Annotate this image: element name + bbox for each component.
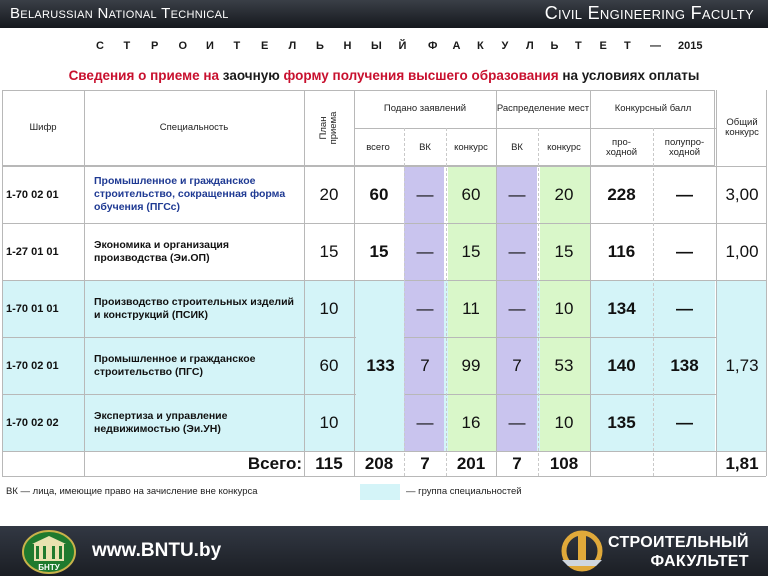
spaced-title-letter: Ы (371, 40, 382, 52)
spaced-title-letter: К (477, 40, 484, 52)
faculty-line-1: СТРОИТЕЛЬНЫЙ (608, 534, 749, 551)
row-plan: 15 (319, 241, 339, 261)
row-pass: 228 (607, 184, 636, 204)
totals-vk: 7 (420, 453, 430, 473)
row-dist-konkurs: 10 (554, 298, 574, 318)
page-subtitle (0, 68, 768, 83)
row-specialty: Промышленное и гражданское строительство (ПГС) (94, 352, 256, 378)
totals-dist-konkurs: 108 (549, 453, 579, 473)
spaced-title-letter: Т (575, 40, 582, 52)
row-specialty: Экспертиза и управление недвижимостью (Эи.УН) (94, 409, 228, 435)
row-dist-vk: 7 (512, 355, 522, 375)
row-dist-konkurs: 15 (554, 241, 574, 261)
row-pass: 134 (607, 298, 636, 318)
row-konkurs: 99 (461, 355, 481, 375)
row-dist-vk: — (508, 412, 526, 432)
row-specialty: Промышленное и гражданское строительство, сокращенная форма обучения (ПГСс) (94, 175, 286, 213)
row-code: 1-70 02 02 (6, 416, 59, 429)
subheader-vk: ВК (419, 142, 431, 153)
header-plan (304, 90, 354, 166)
row-plan: 10 (319, 412, 339, 432)
subheader-pass: про- ходной (605, 137, 638, 158)
row-specialty: Производство строительных изделий и конструкций (ПСИК) (94, 295, 294, 321)
row-total: 60 (369, 184, 389, 204)
admission-table (0, 90, 768, 476)
spaced-title-letter: О (178, 40, 188, 52)
header-code: Шифр (29, 122, 57, 133)
spaced-title-letter: Е (599, 40, 607, 52)
row-semipass: — (676, 241, 693, 261)
spaced-title-letter: Ф (428, 40, 438, 52)
row-pass: 140 (607, 355, 636, 375)
row-vk: 7 (420, 355, 430, 375)
row-code: 1-70 02 01 (6, 188, 59, 201)
spaced-title-letter: Ь (550, 40, 559, 52)
row-total: 15 (369, 241, 389, 261)
spaced-title-letter: Л (526, 40, 534, 52)
spaced-title-letter: Ь (316, 40, 324, 52)
row-plan: 10 (319, 298, 339, 318)
subtitle-part-1: Сведения о приеме на (68, 68, 223, 83)
row-overall: 1,00 (725, 241, 759, 261)
row-dist-konkurs: 53 (554, 355, 574, 375)
subheader-konkurs2: конкурс (547, 142, 581, 153)
row-dist-vk: — (508, 184, 526, 204)
row-konkurs: 16 (461, 412, 481, 432)
header-plan-text: План приема (318, 111, 339, 145)
header-score: Конкурсный балл (614, 103, 692, 114)
row-plan: 60 (319, 355, 339, 375)
totals-dist-vk: 7 (512, 453, 522, 473)
row-konkurs: 11 (462, 298, 480, 318)
spaced-title (0, 40, 768, 64)
row-semipass: 138 (670, 355, 699, 375)
faculty-line-2: ФАКУЛЬТЕТ (650, 553, 749, 570)
subtitle-part-3: форму получения высшего образования (279, 68, 563, 83)
subtitle-part-4: на условиях оплаты (562, 68, 700, 83)
header-overall: Общий конкурс (725, 117, 759, 138)
row-dist-vk: — (508, 298, 526, 318)
row-code: 1-70 02 01 (6, 359, 59, 372)
spaced-title-letter: Е (261, 40, 269, 52)
row-vk: — (416, 298, 434, 318)
totals-label: Всего: (247, 453, 302, 473)
row-semipass: — (676, 298, 693, 318)
header-specialty: Специальность (159, 122, 229, 133)
totals-plan: 115 (315, 453, 343, 473)
faculty-logo-icon (560, 530, 604, 577)
row-vk: — (416, 412, 434, 432)
totals-konkurs: 201 (456, 453, 486, 473)
row-pass: 135 (607, 412, 636, 432)
header-submitted: Подано заявлений (383, 103, 467, 114)
row-semipass: — (676, 184, 693, 204)
faculty-logo-text (608, 533, 749, 571)
title-dash: — (650, 40, 661, 52)
row-specialty: Экономика и организация производства (Эи.ОП) (94, 238, 230, 264)
row-vk: — (416, 184, 434, 204)
totals-overall: 1,81 (725, 453, 759, 473)
top-bar (0, 0, 768, 28)
university-name: Belarussian National Technical (10, 5, 229, 22)
spaced-title-letter: Т (233, 40, 241, 52)
subheader-total: всего (366, 142, 390, 153)
subheader-vk2: ВК (511, 142, 523, 153)
spaced-title-letter: И (206, 40, 214, 52)
website-link[interactable]: www.BNTU.by (92, 540, 222, 561)
bntu-logo-icon (22, 530, 76, 579)
row-dist-konkurs: 10 (554, 412, 574, 432)
legend-vk: ВК — лица, имеющие право на зачисление вне конкурса (6, 486, 258, 497)
bntu-logo-text: БНТУ (38, 563, 60, 572)
subheader-konkurs: конкурс (454, 142, 488, 153)
group-total: 133 (366, 355, 395, 375)
spaced-title-letter: У (501, 40, 509, 52)
row-code: 1-70 01 01 (6, 302, 59, 315)
spaced-title-letter: Р (151, 40, 159, 52)
legend-group-swatch (360, 484, 400, 500)
faculty-name-header: Civil Engineering Faculty (544, 3, 754, 23)
row-overall: 3,00 (725, 184, 759, 204)
row-plan: 20 (319, 184, 339, 204)
spaced-title-letter: Л (288, 40, 297, 52)
row-semipass: — (676, 412, 693, 432)
subheader-semipass: полупро- ходной (664, 137, 705, 158)
row-dist-vk: — (508, 241, 526, 261)
spaced-title-letter: А (452, 40, 461, 52)
subtitle-part-2: заочную (222, 68, 280, 83)
row-code: 1-27 01 01 (6, 245, 59, 258)
spaced-title-letter: Т (123, 40, 131, 52)
title-year: 2015 (678, 40, 703, 52)
row-konkurs: 15 (461, 241, 481, 261)
row-vk: — (416, 241, 434, 261)
totals-total: 208 (364, 453, 394, 473)
spaced-title-letter: Й (398, 40, 407, 52)
spaced-title-letter: С (96, 40, 104, 52)
spaced-title-letter: Т (624, 40, 631, 52)
group-overall: 1,73 (725, 355, 759, 375)
legend-group: — группа специальностей (406, 486, 522, 497)
row-konkurs: 60 (461, 184, 481, 204)
spaced-title-letter: Н (343, 40, 352, 52)
row-pass: 116 (607, 241, 636, 261)
row-dist-konkurs: 20 (554, 184, 574, 204)
header-distribution: Распределение мест (496, 103, 590, 114)
